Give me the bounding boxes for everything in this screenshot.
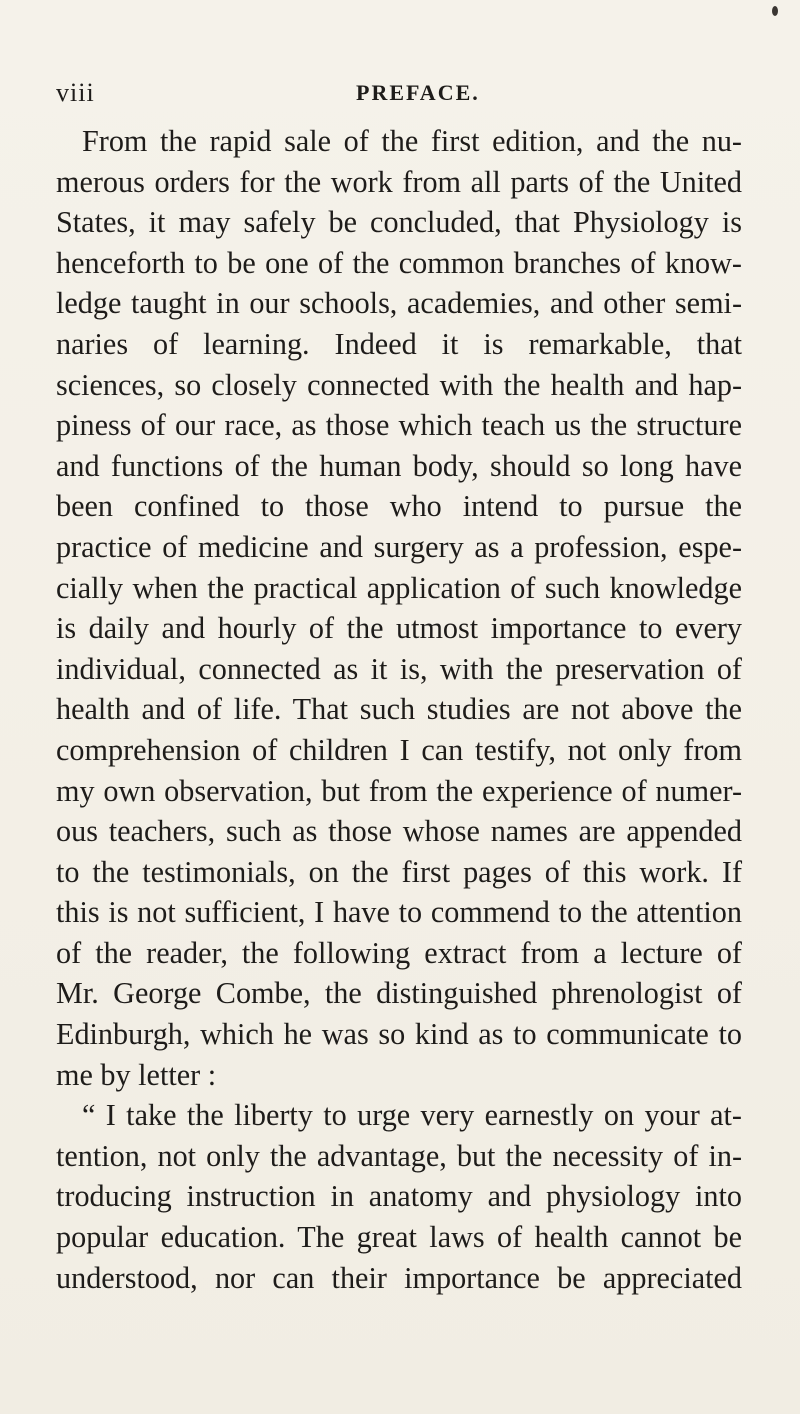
text-line: tention, not only the advantage, but the necessity of in- <box>56 1138 742 1173</box>
text-line: troducing instruction in anatomy and physiology into <box>56 1179 742 1214</box>
text-line: my own observation, but from the experience of numer- <box>56 773 742 808</box>
text-line: of the reader, the following extract from a lecture of <box>56 935 742 970</box>
text-line: this is not sufficient, I have to commend to the attention <box>56 895 742 930</box>
text-line: Mr. George Combe, the distinguished phrenologist of <box>56 976 742 1011</box>
text-line: is daily and hourly of the utmost importance to every <box>56 611 742 646</box>
text-line: henceforth to be one of the common branches of know- <box>56 245 742 280</box>
text-line: individual, connected as it is, with the preservation of <box>56 651 742 686</box>
running-title: PREFACE. <box>356 80 480 105</box>
text-line: ous teachers, such as those whose names are appended <box>56 814 742 849</box>
print-speck <box>772 6 778 16</box>
text-line: From the rapid sale of the first edition, and the nu- <box>82 124 742 158</box>
text-line: practice of medicine and surgery as a profession, espe- <box>56 529 742 564</box>
running-head <box>56 78 746 110</box>
text-line: sciences, so closely connected with the health and hap- <box>56 367 742 402</box>
text-line: States, it may safely be concluded, that Physiology is <box>56 205 742 240</box>
text-line: naries of learning. Indeed it is remarkable, that <box>56 326 742 361</box>
text-line: me by letter : <box>56 1057 217 1092</box>
text-line: merous orders for the work from all parts of the United <box>56 164 742 199</box>
page-number: viii <box>56 78 95 107</box>
text-line: “ I take the liberty to urge very earnestly on your at- <box>82 1098 742 1133</box>
text-line: to the testimonials, on the first pages of this work. If <box>56 854 742 889</box>
text-line: popular education. The great laws of health cannot be <box>56 1220 742 1255</box>
text-line: comprehension of children I can testify, not only from <box>56 732 742 767</box>
text-line: Edinburgh, which he was so kind as to communicate to <box>56 1017 742 1052</box>
text-line: and functions of the human body, should so long have <box>56 448 742 483</box>
text-line: understood, nor can their importance be appreciated <box>56 1260 742 1295</box>
text-line: ledge taught in our schools, academies, and other semi- <box>56 286 742 321</box>
text-line: piness of our race, as those which teach us the structure <box>56 408 742 443</box>
text-line: cially when the practical application of such knowledge <box>56 570 742 605</box>
text-line: health and of life. That such studies are not above the <box>56 692 742 727</box>
text-line: been confined to those who intend to pursue the <box>56 489 742 524</box>
body-text <box>56 121 742 1298</box>
